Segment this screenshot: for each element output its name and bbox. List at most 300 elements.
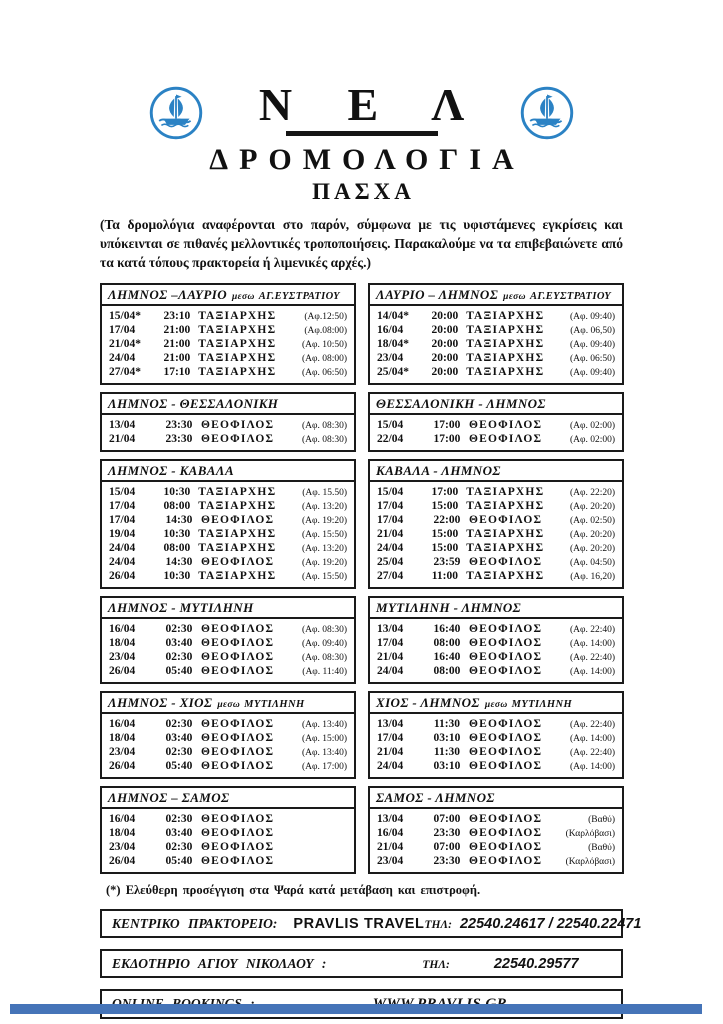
departure-time: 03:10 <box>433 760 461 773</box>
departure-time: 11:30 <box>433 718 461 731</box>
route-header <box>370 788 622 809</box>
departure-date: 23/04 <box>377 855 404 868</box>
schedule-row <box>102 337 354 351</box>
route-table <box>368 459 624 589</box>
departure-date: 16/04 <box>109 718 136 731</box>
ship-name: ΤΑΞΙΑΡΧΗΣ <box>466 366 545 379</box>
schedule-row <box>370 541 622 555</box>
route-body <box>370 714 622 777</box>
route-title: ΘΕΣΣΑΛΟΝΙΚΗ - ΛΗΜΝΟΣ <box>376 396 546 412</box>
arrival-note: (Αφ. 02:00) <box>569 421 615 432</box>
route-header <box>370 693 622 714</box>
ship-name: ΘΕΟΦΙΛΟΣ <box>200 813 275 826</box>
departure-date: 18/04 <box>109 732 136 745</box>
arrival-note: (Αφ. 06:50) <box>569 354 615 365</box>
schedule-row <box>370 812 622 826</box>
ship-name: ΘΕΟΦΙΛΟΣ <box>468 746 543 759</box>
route-via-word: μεσω <box>231 292 255 303</box>
departure-time: 11:00 <box>431 570 458 583</box>
schedule-row <box>102 745 354 759</box>
departure-time: 20:00 <box>431 324 459 337</box>
arrival-note: (Αφ. 09:40) <box>301 639 347 650</box>
ship-name: ΤΑΞΙΑΡΧΗΣ <box>466 542 545 555</box>
ship-name: ΤΑΞΙΑΡΧΗΣ <box>198 528 277 541</box>
departure-time: 17:00 <box>433 419 461 432</box>
route-via-word: μεσω <box>503 292 526 303</box>
departure-time: 02:30 <box>165 623 193 636</box>
arrival-note: (Βαθύ) <box>588 843 615 854</box>
departure-date: 16/04 <box>377 827 404 840</box>
schedule-row <box>370 826 622 840</box>
departure-time: 17:10 <box>163 366 191 379</box>
ship-name: ΘΕΟΦΙΛΟΣ <box>200 651 275 664</box>
departure-date: 17/04 <box>109 324 136 337</box>
schedule-row <box>102 636 354 650</box>
arrival-note: (Αφ. 13:40) <box>301 748 347 759</box>
arrival-note: (Καρλόβασι) <box>565 857 615 868</box>
departure-date: 15/04* <box>109 310 141 323</box>
route-title: ΛΗΜΝΟΣ - ΜΥΤΙΛΗΝΗ <box>108 600 254 616</box>
departure-date: 15/04 <box>377 486 404 499</box>
departure-time: 08:00 <box>433 665 461 678</box>
arrival-note: (Αφ. 14:00) <box>569 762 615 773</box>
arrival-note: (Αφ. 19:20) <box>301 558 347 569</box>
departure-date: 22/04 <box>377 433 404 446</box>
ship-name: ΘΕΟΦΙΛΟΣ <box>200 419 275 432</box>
departure-date: 17/04 <box>109 500 136 513</box>
departure-date: 14/04* <box>377 310 409 323</box>
schedule-row <box>102 664 354 678</box>
ship-name: ΘΕΟΦΙΛΟΣ <box>200 623 275 636</box>
arrival-note: (Αφ. 06,50) <box>570 326 615 337</box>
arrival-note: (Αφ. 08:30) <box>301 435 347 446</box>
departure-time: 21:00 <box>163 324 191 337</box>
departure-date: 26/04 <box>109 665 136 678</box>
departure-time: 15:00 <box>431 528 459 541</box>
ship-name: ΘΕΟΦΙΛΟΣ <box>468 760 543 773</box>
ship-name: ΘΕΟΦΙΛΟΣ <box>200 760 275 773</box>
departure-date: 16/04 <box>109 813 136 826</box>
arrival-note: (Αφ. 16,20) <box>570 572 615 583</box>
arrival-note: (Αφ. 17:00) <box>301 762 347 773</box>
arrival-note: (Αφ. 22:20) <box>569 488 615 499</box>
route-table <box>368 691 624 779</box>
schedule-columns <box>100 283 623 874</box>
schedule-row <box>102 569 354 583</box>
schedule-row <box>102 717 354 731</box>
departure-date: 23/04 <box>109 746 136 759</box>
route-body <box>370 619 622 682</box>
ship-name: ΘΕΟΦΙΛΟΣ <box>200 746 275 759</box>
departure-time: 23:59 <box>433 556 461 569</box>
route-title: ΛΗΜΝΟΣ –ΛΑΥΡΙΟ <box>108 287 227 303</box>
ship-name: ΘΕΟΦΙΛΟΣ <box>468 855 543 868</box>
route-title: ΛΗΜΝΟΣ - ΧΙΟΣ <box>108 695 213 711</box>
ship-name: ΘΕΟΦΙΛΟΣ <box>200 855 275 868</box>
schedule-row <box>370 854 622 868</box>
departure-time: 17:00 <box>431 486 459 499</box>
schedule-column-left <box>100 283 356 874</box>
arrival-note: (Αφ. 15:00) <box>301 734 347 745</box>
route-body <box>370 482 622 587</box>
departure-date: 23/04 <box>109 841 136 854</box>
departure-time: 15:00 <box>431 542 459 555</box>
arrival-note: (Αφ. 02:00) <box>569 435 615 446</box>
arrival-note: (Αφ. 09:40) <box>569 312 615 323</box>
ship-name: ΤΑΞΙΑΡΧΗΣ <box>466 500 545 513</box>
departure-date: 24/04 <box>377 760 404 773</box>
departure-date: 16/04 <box>109 623 136 636</box>
schedule-row <box>370 323 622 337</box>
schedule-row <box>102 622 354 636</box>
departure-time: 22:00 <box>433 514 461 527</box>
route-title: ΚΑΒΑΛΑ - ΛΗΜΝΟΣ <box>376 463 501 479</box>
departure-time: 07:00 <box>433 813 461 826</box>
route-header <box>102 788 354 809</box>
departure-time: 05:40 <box>165 855 193 868</box>
departure-time: 08:00 <box>163 542 191 555</box>
schedule-row <box>370 650 622 664</box>
schedule-row <box>102 812 354 826</box>
arrival-note: (Αφ. 10:50) <box>301 340 347 351</box>
ship-name: ΤΑΞΙΑΡΧΗΣ <box>466 338 545 351</box>
arrival-note: (Αφ. 04:50) <box>569 558 615 569</box>
schedule-row <box>370 485 622 499</box>
arrival-note: (Αφ. 22:40) <box>569 748 615 759</box>
schedule-row <box>370 527 622 541</box>
schedule-row <box>102 826 354 840</box>
ship-name: ΘΕΟΦΙΛΟΣ <box>200 556 275 569</box>
schedule-row <box>102 499 354 513</box>
departure-time: 15:00 <box>431 500 459 513</box>
route-via-destination: ΑΓ.ΕΥΣΤΡΑΤΙΟΥ <box>529 291 612 303</box>
departure-time: 16:40 <box>433 623 461 636</box>
ship-name: ΤΑΞΙΑΡΧΗΣ <box>198 366 277 379</box>
departure-date: 26/04 <box>109 760 136 773</box>
schedule-row <box>102 513 354 527</box>
arrival-note: (Αφ. 22:40) <box>569 653 615 664</box>
arrival-note: (Αφ. 13:20) <box>301 544 347 555</box>
route-table <box>368 283 624 385</box>
ship-name: ΤΑΞΙΑΡΧΗΣ <box>466 324 545 337</box>
schedule-row <box>370 337 622 351</box>
route-body <box>102 619 354 682</box>
main-agency-label: ΚΕΝΤΡΙΚΟ ΠΡΑΚΤΟΡΕΙΟ: <box>112 916 278 932</box>
departure-date: 15/04 <box>109 486 136 499</box>
departure-date: 25/04* <box>377 366 409 379</box>
departure-date: 18/04 <box>109 827 136 840</box>
route-table <box>100 392 356 452</box>
departure-time: 23:30 <box>165 419 193 432</box>
route-header <box>102 693 354 714</box>
departure-time: 10:30 <box>163 486 191 499</box>
arrival-note: (Αφ. 09:40) <box>569 368 615 379</box>
ticket-office-tel-label: ΤΗΛ: <box>422 959 450 972</box>
route-via-destination: ΜΥΤΙΛΗΝΗ <box>511 699 573 711</box>
departure-time: 03:10 <box>433 732 461 745</box>
ship-name: ΘΕΟΦΙΛΟΣ <box>468 841 543 854</box>
route-header <box>102 285 354 306</box>
route-title: ΣΑΜΟΣ - ΛΗΜΝΟΣ <box>376 790 495 806</box>
arrival-note: (Αφ. 14:00) <box>569 639 615 650</box>
departure-time: 20:00 <box>431 338 459 351</box>
route-body <box>370 306 622 383</box>
ship-name: ΘΕΟΦΙΛΟΣ <box>468 419 543 432</box>
ship-name: ΘΕΟΦΙΛΟΣ <box>468 623 543 636</box>
schedule-row <box>370 513 622 527</box>
ship-name: ΤΑΞΙΑΡΧΗΣ <box>198 324 277 337</box>
header <box>100 79 623 143</box>
ship-name: ΘΕΟΦΙΛΟΣ <box>468 813 543 826</box>
departure-date: 26/04 <box>109 855 136 868</box>
ship-name: ΘΕΟΦΙΛΟΣ <box>468 732 543 745</box>
ship-name: ΘΕΟΦΙΛΟΣ <box>468 718 543 731</box>
departure-date: 15/04 <box>377 419 404 432</box>
schedule-row <box>370 418 622 432</box>
route-via-destination: ΑΓ.ΕΥΣΤΡΑΤΙΟΥ <box>258 291 340 303</box>
ship-name: ΤΑΞΙΑΡΧΗΣ <box>466 528 545 541</box>
brand-underline <box>286 131 438 136</box>
departure-time: 23:30 <box>433 827 461 840</box>
ship-name: ΘΕΟΦΙΛΟΣ <box>200 841 275 854</box>
schedule-row <box>370 309 622 323</box>
ship-name: ΘΕΟΦΙΛΟΣ <box>468 433 543 446</box>
arrival-note: (Αφ. 20:20) <box>569 544 615 555</box>
route-table <box>100 691 356 779</box>
departure-time: 11:30 <box>433 746 461 759</box>
route-body <box>102 415 354 450</box>
departure-date: 24/04 <box>109 352 136 365</box>
route-table <box>368 786 624 874</box>
departure-date: 24/04 <box>377 665 404 678</box>
route-header <box>370 598 622 619</box>
arrival-note: (Αφ.12:50) <box>304 312 347 323</box>
departure-date: 17/04 <box>377 637 404 650</box>
schedule-row <box>102 351 354 365</box>
departure-time: 10:30 <box>163 570 191 583</box>
arrival-note: (Αφ. 08:00) <box>301 354 347 365</box>
departure-time: 02:30 <box>165 746 193 759</box>
departure-date: 17/04 <box>109 514 136 527</box>
main-agency-box <box>100 909 642 938</box>
schedule-row <box>102 840 354 854</box>
route-body <box>102 714 354 777</box>
schedule-row <box>102 323 354 337</box>
departure-date: 27/04 <box>377 570 404 583</box>
ship-name: ΤΑΞΙΑΡΧΗΣ <box>466 352 545 365</box>
departure-time: 02:30 <box>165 651 193 664</box>
arrival-note: (Αφ. 14:00) <box>569 734 615 745</box>
route-via-word: μεσω <box>217 700 241 711</box>
ship-name: ΘΕΟΦΙΛΟΣ <box>200 665 275 678</box>
route-body <box>102 809 354 872</box>
arrival-note: (Αφ. 15.50) <box>302 488 347 499</box>
departure-time: 02:30 <box>165 718 193 731</box>
arrival-note: (Αφ. 14:00) <box>569 667 615 678</box>
ticket-office-label: ΕΚΔΟΤΗΡΙΟ ΑΓΙΟΥ ΝΙΚΟΛΑΟΥ : <box>112 956 327 972</box>
departure-date: 17/04 <box>377 514 404 527</box>
route-title: ΛΗΜΝΟΣ - ΚΑΒΑΛΑ <box>108 463 235 479</box>
ship-name: ΘΕΟΦΙΛΟΣ <box>200 827 275 840</box>
departure-date: 27/04* <box>109 366 141 379</box>
schedule-row <box>370 636 622 650</box>
departure-time: 20:00 <box>431 310 459 323</box>
schedule-row <box>102 527 354 541</box>
departure-date: 18/04* <box>377 338 409 351</box>
schedule-row <box>102 854 354 868</box>
ship-name: ΘΕΟΦΙΛΟΣ <box>468 637 543 650</box>
ship-name: ΘΕΟΦΙΛΟΣ <box>200 433 275 446</box>
arrival-note: (Αφ. 02:50) <box>569 516 615 527</box>
ship-name: ΤΑΞΙΑΡΧΗΣ <box>198 486 277 499</box>
schedule-row <box>102 759 354 773</box>
nel-ship-logo-left <box>149 86 203 140</box>
departure-date: 24/04 <box>109 542 136 555</box>
brand-title: Ν Ε Λ <box>258 79 487 130</box>
arrival-note: (Αφ. 13:20) <box>301 502 347 513</box>
ship-name: ΤΑΞΙΑΡΧΗΣ <box>198 338 277 351</box>
route-table <box>368 392 624 452</box>
departure-time: 03:40 <box>165 827 193 840</box>
departure-time: 20:00 <box>431 352 459 365</box>
departure-date: 13/04 <box>377 813 404 826</box>
schedule-row <box>370 717 622 731</box>
ship-name: ΤΑΞΙΑΡΧΗΣ <box>198 500 277 513</box>
schedule-row <box>370 731 622 745</box>
schedule-row <box>370 840 622 854</box>
schedule-row <box>102 555 354 569</box>
schedule-column-right <box>368 283 624 874</box>
ship-name: ΤΑΞΙΑΡΧΗΣ <box>466 570 545 583</box>
route-body <box>370 809 622 872</box>
nel-ship-logo-right <box>520 86 574 140</box>
asterisk-footnote: (*) Ελεύθερη προσέγγιση στα Ψαρά κατά μετάβαση και επιστροφή. <box>106 883 481 898</box>
main-agency-name: PRAVLIS TRAVEL <box>293 916 425 933</box>
departure-time: 17:00 <box>433 433 461 446</box>
schedule-row <box>370 555 622 569</box>
route-table <box>100 283 356 385</box>
departure-date: 21/04 <box>109 433 136 446</box>
route-table <box>100 596 356 684</box>
schedule-row <box>102 432 354 446</box>
route-header <box>370 461 622 482</box>
arrival-note: (Αφ. 20:20) <box>569 530 615 541</box>
arrival-note: (Αφ. 22:40) <box>569 720 615 731</box>
departure-time: 23:30 <box>433 855 461 868</box>
departure-date: 13/04 <box>377 623 404 636</box>
departure-time: 05:40 <box>165 665 193 678</box>
schedule-row <box>370 432 622 446</box>
route-title: ΛΑΥΡΙΟ – ΛΗΜΝΟΣ <box>376 287 499 303</box>
schedule-row <box>370 759 622 773</box>
departure-date: 17/04 <box>377 500 404 513</box>
departure-time: 21:00 <box>163 352 191 365</box>
departure-time: 03:40 <box>165 637 193 650</box>
route-header <box>370 285 622 306</box>
departure-time: 21:00 <box>163 338 191 351</box>
route-header <box>102 394 354 415</box>
departure-time: 16:40 <box>433 651 461 664</box>
ship-name: ΤΑΞΙΑΡΧΗΣ <box>466 486 545 499</box>
departure-date: 24/04 <box>109 556 136 569</box>
departure-time: 05:40 <box>165 760 193 773</box>
route-title: ΛΗΜΝΟΣ – ΣΑΜΟΣ <box>108 790 230 806</box>
disclaimer-notice: (Τα δρομολόγια αναφέρονται στο παρόν, σύμφωνα με τις υφιστάμενες εγκρίσεις και υπόκεινται σε πιθανές μελλοντικές τροποποιήσεις. Παρακαλούμε να τα επιβεβαιώνετε από τα κατά τόπους πρακτορεία ή λιμενικές αρχές.) <box>100 217 623 271</box>
schedule-row <box>102 650 354 664</box>
schedule-row <box>102 365 354 379</box>
departure-date: 23/04 <box>109 651 136 664</box>
departure-date: 26/04 <box>109 570 136 583</box>
route-body <box>102 306 354 383</box>
departure-date: 21/04 <box>377 528 404 541</box>
ticket-office-phone: 22540.29577 <box>493 956 579 973</box>
arrival-note: (Αφ. 15:50) <box>301 530 347 541</box>
arrival-note: (Αφ. 13:40) <box>301 720 347 731</box>
route-header <box>102 461 354 482</box>
departure-date: 25/04 <box>377 556 404 569</box>
ship-name: ΤΑΞΙΑΡΧΗΣ <box>198 310 277 323</box>
departure-date: 18/04 <box>109 637 136 650</box>
departure-time: 07:00 <box>433 841 461 854</box>
arrival-note: (Αφ. 06:50) <box>301 368 347 379</box>
departure-date: 21/04 <box>377 841 404 854</box>
route-header <box>102 598 354 619</box>
schedule-row <box>102 541 354 555</box>
route-header <box>370 394 622 415</box>
ship-name: ΘΕΟΦΙΛΟΣ <box>200 637 275 650</box>
route-via-word: μεσω <box>484 700 508 711</box>
departure-time: 08:00 <box>163 500 191 513</box>
departure-date: 16/04 <box>377 324 404 337</box>
arrival-note: (Αφ. 20:20) <box>569 502 615 513</box>
footer-bar <box>10 1004 702 1014</box>
main-agency-tel-label: ΤΗΛ: <box>424 919 452 932</box>
schedule-row <box>370 499 622 513</box>
route-table <box>368 596 624 684</box>
arrival-note: (Αφ. 15:50) <box>301 572 347 583</box>
ticket-office-box <box>100 949 623 978</box>
doc-subtitle: ΠΑΣΧΑ <box>312 179 415 204</box>
schedule-row <box>370 351 622 365</box>
schedule-row <box>370 622 622 636</box>
departure-time: 14:30 <box>165 514 193 527</box>
departure-time: 02:30 <box>165 813 193 826</box>
ship-name: ΘΕΟΦΙΛΟΣ <box>468 665 543 678</box>
departure-time: 23:30 <box>165 433 193 446</box>
route-title: ΧΙΟΣ - ΛΗΜΝΟΣ <box>376 695 480 711</box>
departure-date: 21/04 <box>377 651 404 664</box>
ship-name: ΘΕΟΦΙΛΟΣ <box>468 827 543 840</box>
schedule-row <box>370 569 622 583</box>
schedule-row <box>370 365 622 379</box>
route-title: ΛΗΜΝΟΣ - ΘΕΣΣΑΛΟΝΙΚΗ <box>108 396 279 412</box>
schedule-row <box>102 485 354 499</box>
ship-name: ΘΕΟΦΙΛΟΣ <box>468 514 543 527</box>
ship-name: ΤΑΞΙΑΡΧΗΣ <box>466 310 545 323</box>
ship-name: ΤΑΞΙΑΡΧΗΣ <box>198 352 277 365</box>
arrival-note: (Αφ. 19:20) <box>301 516 347 527</box>
schedule-row <box>102 418 354 432</box>
ship-name: ΘΕΟΦΙΛΟΣ <box>200 514 275 527</box>
schedule-row <box>102 731 354 745</box>
departure-date: 23/04 <box>377 352 404 365</box>
arrival-note: (Αφ. 08:30) <box>301 653 347 664</box>
ship-name: ΤΑΞΙΑΡΧΗΣ <box>198 542 277 555</box>
departure-time: 14:30 <box>165 556 193 569</box>
route-body <box>102 482 354 587</box>
ship-name: ΘΕΟΦΙΛΟΣ <box>468 651 543 664</box>
arrival-note: (Αφ. 08:30) <box>301 421 347 432</box>
